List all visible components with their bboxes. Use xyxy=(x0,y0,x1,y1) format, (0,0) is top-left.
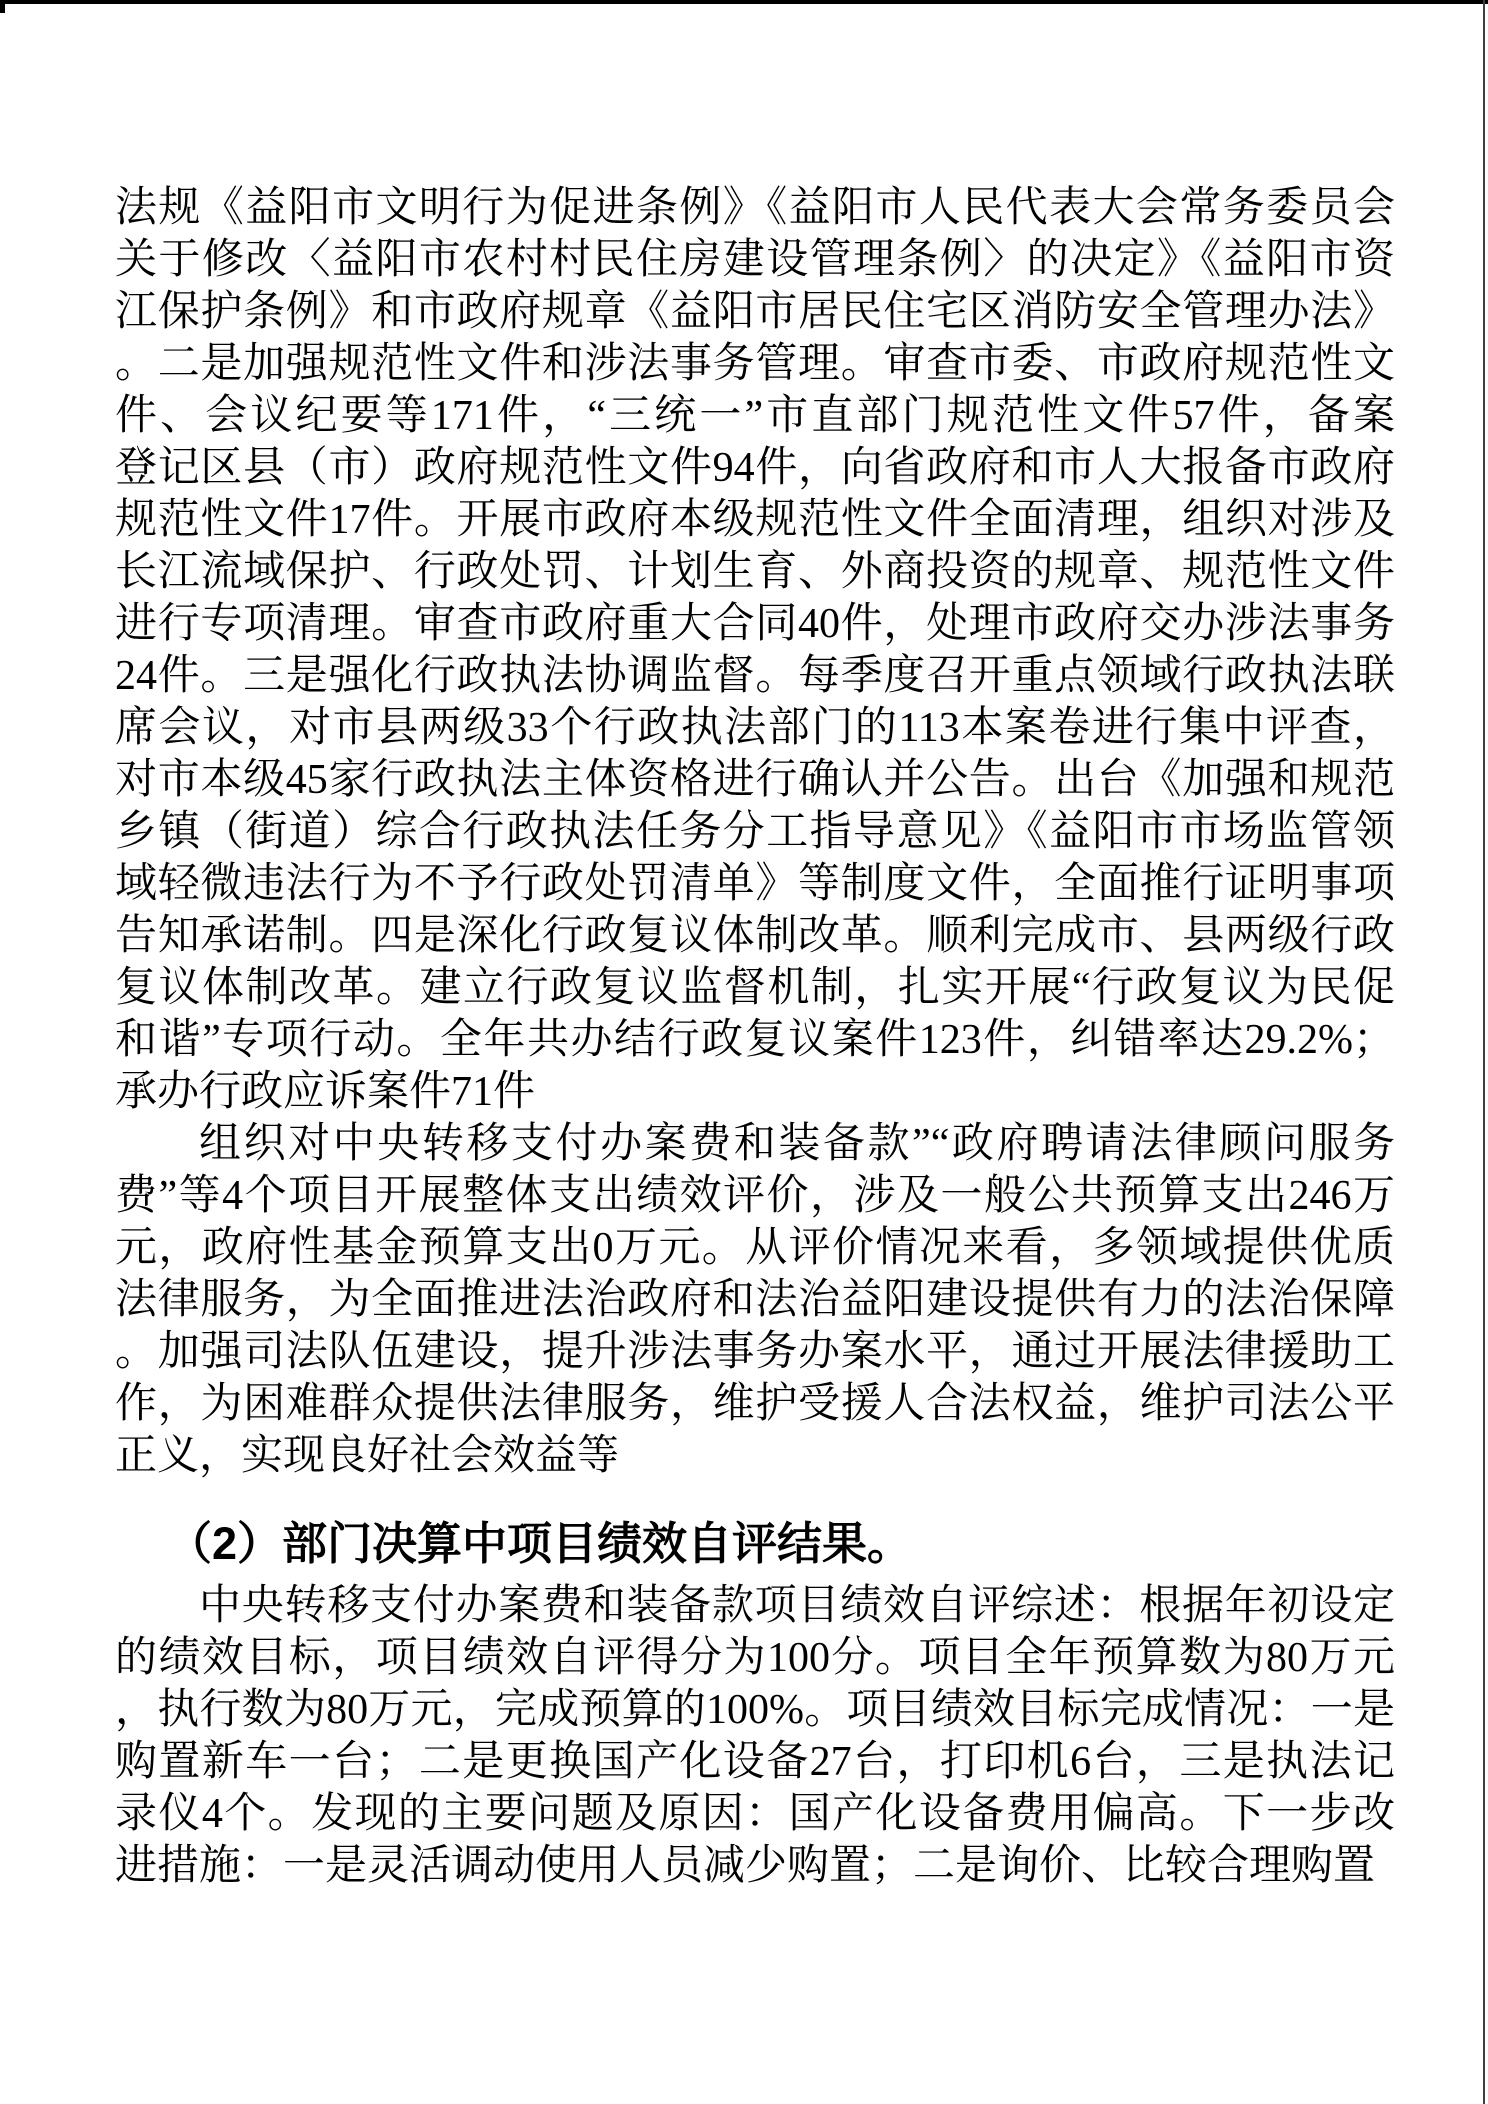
text-line: 。二是加强规范性文件和涉法事务管理。审查市委、市政府规范性文 xyxy=(115,341,1395,387)
paragraph-self-evaluation xyxy=(115,1580,1395,1892)
text-line: 法规《益阳市文明行为促进条例》《益阳市人民代表大会常务委员会 xyxy=(115,185,1395,231)
text-line: 件、会议纪要等171件，“三统一”市直部门规范性文件57件，备案 xyxy=(115,393,1395,439)
text-line: 对市本级45家行政执法主体资格进行确认并公告。出台《加强和规范 xyxy=(115,757,1395,803)
page-right-border xyxy=(1483,0,1485,2104)
text-line: 进行专项清理。审查市政府重大合同40件，处理市政府交办涉法事务 xyxy=(115,601,1395,647)
page-top-border xyxy=(0,0,1488,4)
text-line: 作，为困难群众提供法律服务，维护受援人合法权益，维护司法公平 xyxy=(115,1381,1395,1427)
text-line: 进措施：一是灵活调动使用人员减少购置；二是询价、比较合理购置 xyxy=(115,1843,1376,1889)
text-line: 和谐”专项行动。全年共办结行政复议案件123件，纠错率达29.2%； xyxy=(115,1017,1395,1063)
text-line: 录仪4个。发现的主要问题及原因：国产化设备费用偏高。下一步改 xyxy=(115,1791,1395,1837)
text-line: 江保护条例》和市政府规章《益阳市居民住宅区消防安全管理办法》 xyxy=(115,289,1395,335)
text-line: 中央转移支付办案费和装备款项目绩效自评综述：根据年初设定 xyxy=(199,1583,1395,1629)
document-body xyxy=(115,182,1395,1892)
text-line: ，执行数为80万元，完成预算的100%。项目绩效目标完成情况：一是 xyxy=(115,1687,1395,1733)
text-line: 承办行政应诉案件71件 xyxy=(115,1069,536,1115)
text-line: 告知承诺制。四是深化行政复议体制改革。顺利完成市、县两级行政 xyxy=(115,913,1395,959)
text-line: 组织对中央转移支付办案费和装备款”“政府聘请法律顾问服务 xyxy=(199,1121,1395,1167)
paragraph-legal-affairs xyxy=(115,182,1395,1118)
text-line: 关于修改〈益阳市农村村民住房建设管理条例〉的决定》《益阳市资 xyxy=(115,237,1395,283)
text-line: 席会议，对市县两级33个行政执法部门的113本案卷进行集中评查， xyxy=(115,705,1395,751)
text-line: 法律服务，为全面推进法治政府和法治益阳建设提供有力的法治保障 xyxy=(115,1277,1395,1323)
text-line: 购置新车一台；二是更换国产化设备27台，打印机6台，三是执法记 xyxy=(115,1739,1395,1785)
text-line: 正义，实现良好社会效益等 xyxy=(115,1433,620,1479)
text-line: 域轻微违法行为不予行政处罚清单》等制度文件，全面推行证明事项 xyxy=(115,861,1395,907)
text-line: 长江流域保护、行政处罚、计划生育、外商投资的规章、规范性文件 xyxy=(115,549,1395,595)
text-line: 乡镇（街道）综合行政执法任务分工指导意见》《益阳市市场监管领 xyxy=(115,809,1395,855)
text-line: 费”等4个项目开展整体支出绩效评价，涉及一般公共预算支出246万 xyxy=(115,1173,1395,1219)
page-top-left-corner-mark xyxy=(0,0,5,13)
text-line: 元，政府性基金预算支出0万元。从评价情况来看，多领域提供优质 xyxy=(115,1225,1395,1271)
text-line: 复议体制改革。建立行政复议监督机制，扎实开展“行政复议为民促 xyxy=(115,965,1395,1011)
text-line: 的绩效目标，项目绩效自评得分为100分。项目全年预算数为80万元 xyxy=(115,1635,1395,1681)
text-line: 规范性文件17件。开展市政府本级规范性文件全面清理，组织对涉及 xyxy=(115,497,1395,543)
text-line: 24件。三是强化行政执法协调监督。每季度召开重点领域行政执法联 xyxy=(115,653,1395,699)
text-line: 登记区县（市）政府规范性文件94件，向省政府和市人大报备市政府 xyxy=(115,445,1395,491)
text-line: 。加强司法队伍建设，提升涉法事务办案水平，通过开展法律援助工 xyxy=(115,1329,1395,1375)
paragraph-performance-evaluation xyxy=(115,1118,1395,1482)
section-heading: （2）部门决算中项目绩效自评结果。 xyxy=(167,1518,913,1569)
